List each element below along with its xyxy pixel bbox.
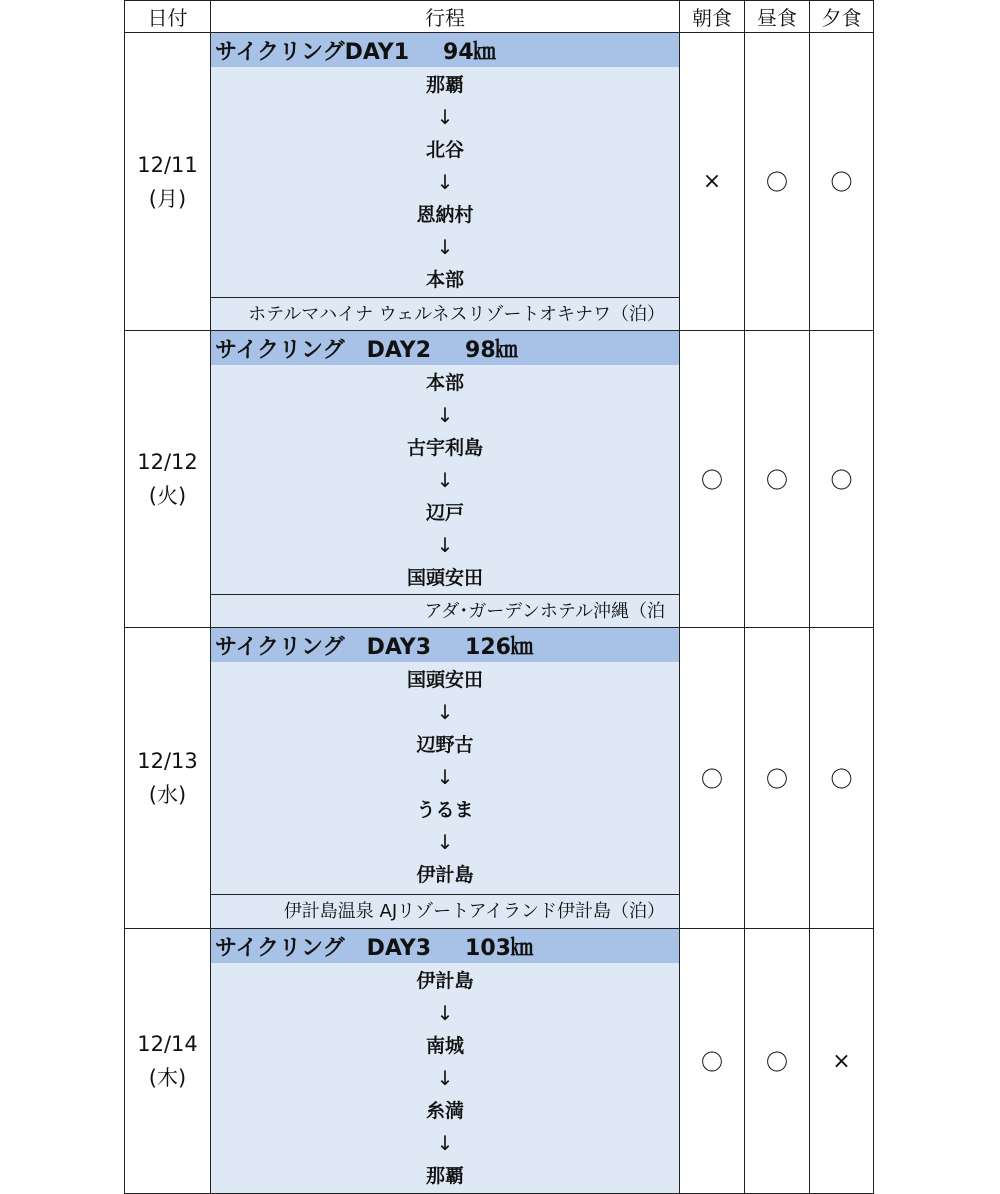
itinerary-table [124, 0, 874, 1194]
stop-list [211, 367, 679, 594]
stop: 古宇利島 [406, 437, 483, 459]
lunch-mark: 〇 [744, 330, 810, 628]
down-arrow-icon: ↓ [436, 765, 454, 789]
header-route: 行程 [210, 0, 680, 33]
header-lunch: 昼食 [744, 0, 810, 33]
stop-list [211, 965, 679, 1192]
day-row-1 [124, 32, 874, 331]
date-text: 12/11 [137, 152, 198, 177]
breakfast-mark: 〇 [679, 928, 745, 1194]
down-arrow-icon: ↓ [436, 1131, 454, 1155]
weekday-text: (水) [148, 783, 187, 807]
route-banner [211, 33, 679, 67]
stop: 那覇 [425, 1165, 464, 1187]
hotel-text: 伊計島温泉 AJリゾートアイランド伊計島（泊） [211, 894, 679, 928]
stop: 恩納村 [416, 204, 474, 226]
down-arrow-icon: ↓ [436, 830, 454, 854]
down-arrow-icon: ↓ [436, 1001, 454, 1025]
banner-distance: 94㎞ [443, 39, 496, 65]
date-text: 12/14 [137, 1032, 198, 1056]
date-text: 12/13 [137, 749, 198, 773]
day-row-2 [124, 330, 874, 628]
stop: 伊計島 [416, 864, 474, 886]
banner-title: サイクリングDAY1 [215, 39, 410, 65]
banner-title: サイクリング DAY3 [215, 634, 432, 660]
weekday-text: (月) [148, 186, 187, 211]
date-cell [124, 330, 211, 628]
stop: 辺戸 [425, 502, 464, 524]
date-cell [124, 32, 211, 331]
breakfast-mark: × [679, 32, 745, 331]
dinner-mark: 〇 [809, 32, 874, 331]
date-text: 12/12 [137, 450, 198, 474]
route-cell [210, 928, 680, 1194]
header-dinner: 夕食 [809, 0, 874, 33]
lunch-mark: 〇 [744, 627, 810, 929]
lunch-mark: 〇 [744, 32, 810, 331]
route-banner [211, 929, 679, 963]
stop: 本部 [425, 269, 464, 291]
header-breakfast: 朝食 [679, 0, 745, 33]
day-row-4 [124, 928, 874, 1194]
date-cell [124, 627, 211, 929]
down-arrow-icon: ↓ [436, 105, 454, 129]
stop: 伊計島 [416, 970, 474, 992]
banner-distance: 126㎞ [465, 634, 533, 660]
down-arrow-icon: ↓ [436, 235, 454, 259]
date-cell [124, 928, 211, 1194]
down-arrow-icon: ↓ [436, 700, 454, 724]
stop: うるま [416, 799, 474, 821]
breakfast-mark: 〇 [679, 330, 745, 628]
weekday-text: (火) [148, 484, 187, 508]
stop: 辺野古 [416, 734, 474, 756]
route-cell [210, 330, 680, 628]
stop: 南城 [425, 1035, 464, 1057]
banner-distance: 103㎞ [465, 935, 533, 961]
down-arrow-icon: ↓ [436, 533, 454, 557]
hotel-text: アダ･ガーデンホテル沖縄（泊 [211, 594, 679, 628]
dinner-mark: × [809, 928, 874, 1194]
banner-distance: 98㎞ [465, 337, 518, 363]
route-cell [210, 627, 680, 929]
dinner-mark: 〇 [809, 330, 874, 628]
route-banner [211, 628, 679, 662]
route-cell [210, 32, 680, 331]
day-row-3 [124, 627, 874, 929]
down-arrow-icon: ↓ [436, 403, 454, 427]
dinner-mark: 〇 [809, 627, 874, 929]
stop: 国頭安田 [406, 669, 483, 691]
stop: 国頭安田 [406, 567, 483, 589]
banner-title: サイクリング DAY3 [215, 935, 432, 961]
stop: 北谷 [425, 139, 464, 161]
down-arrow-icon: ↓ [436, 468, 454, 492]
stop: 本部 [425, 372, 464, 394]
lunch-mark: 〇 [744, 928, 810, 1194]
header-date: 日付 [124, 0, 211, 33]
banner-title: サイクリング DAY2 [215, 337, 432, 363]
down-arrow-icon: ↓ [436, 1066, 454, 1090]
stop-list [211, 664, 679, 891]
hotel-text: ホテルマハイナ ウェルネスリゾートオキナワ（泊） [211, 297, 679, 331]
stop: 糸満 [425, 1100, 464, 1122]
stop-list [211, 69, 679, 296]
weekday-text: (木) [148, 1066, 187, 1090]
stop: 那覇 [425, 74, 464, 96]
down-arrow-icon: ↓ [436, 170, 454, 194]
breakfast-mark: 〇 [679, 627, 745, 929]
route-banner [211, 331, 679, 365]
